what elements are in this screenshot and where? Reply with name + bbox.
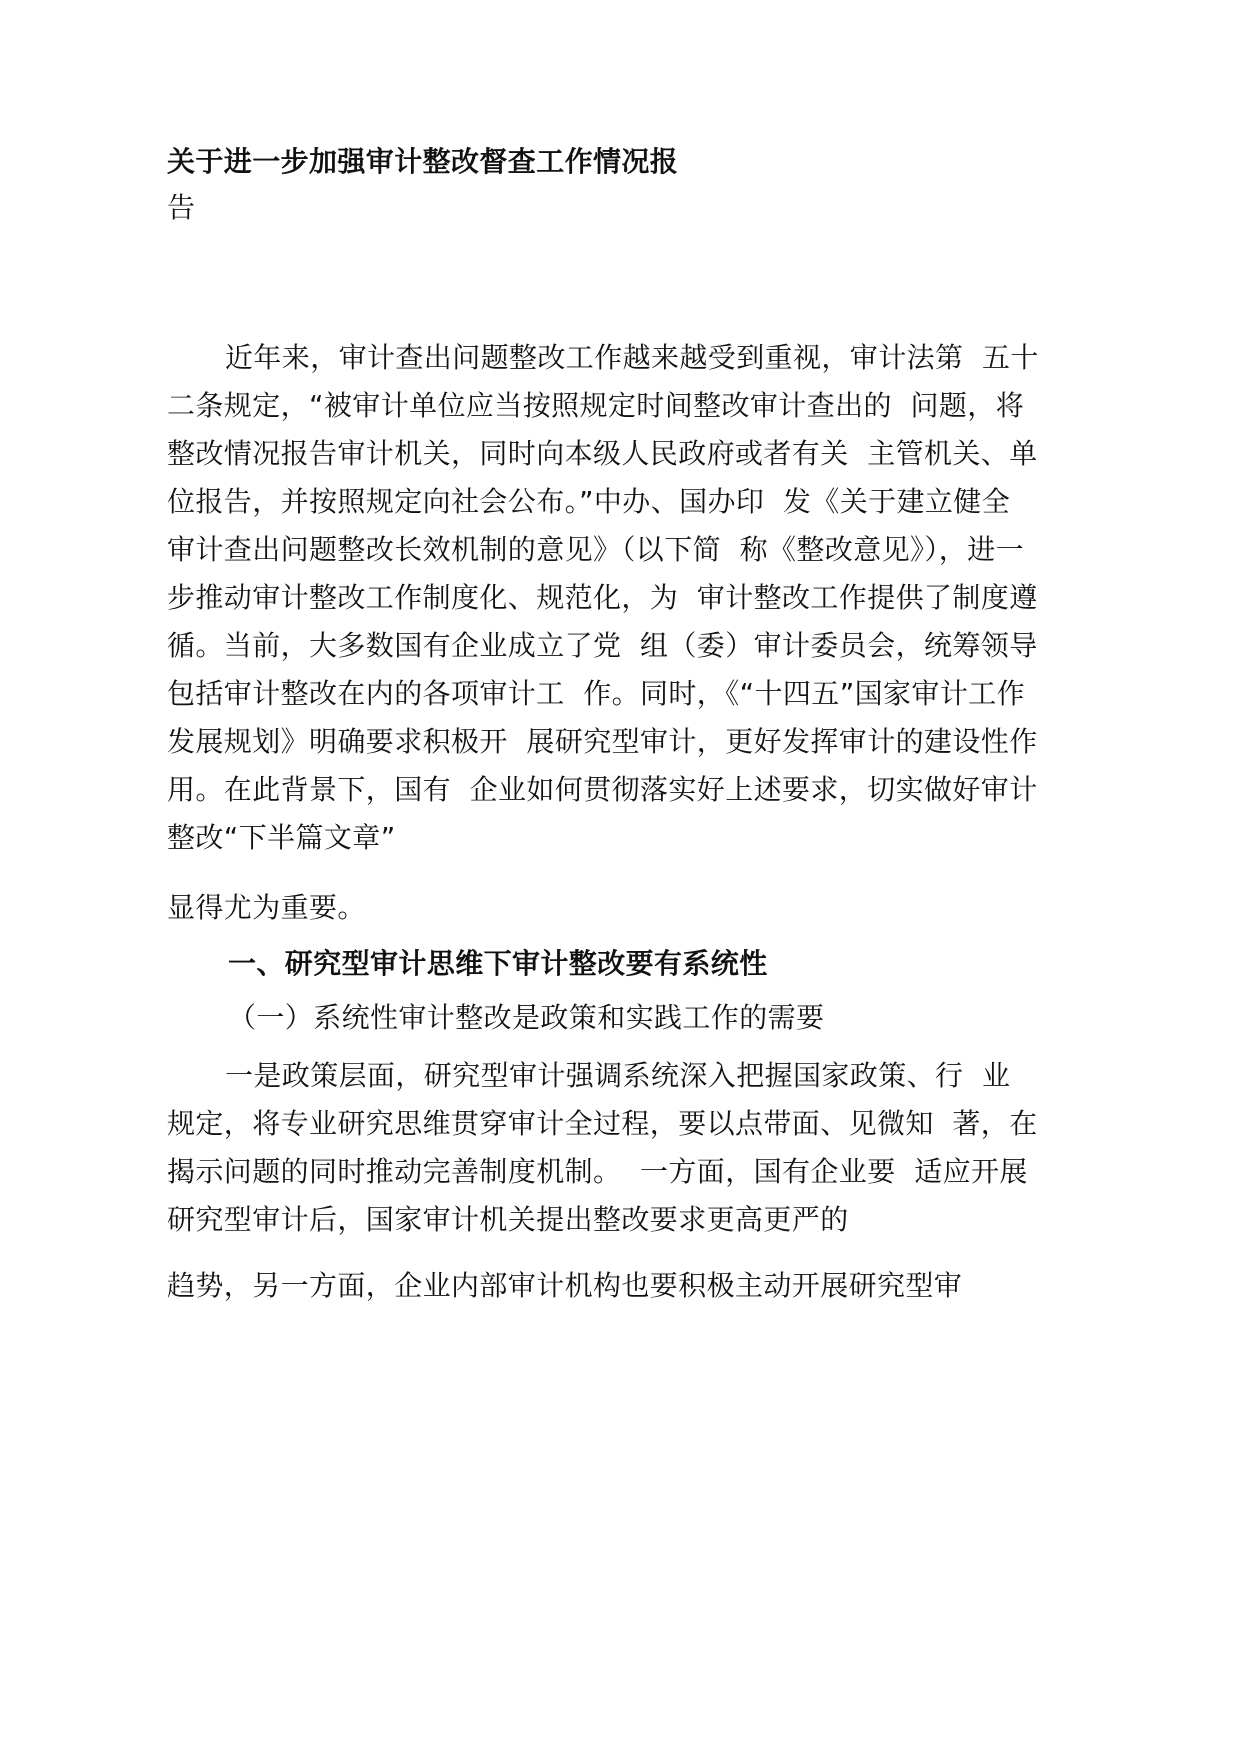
policy-line: 一是政策层面，研究型审计强调系统深入把握国家政策、行 业 [225, 1059, 1011, 1092]
intro-line: 近年来，审计查出问题整改工作越来越受到重视，审计法第 五十 [225, 341, 1039, 374]
intro-tail-line: 显得尤为重要。 [167, 891, 366, 924]
policy-tail-line: 趋势，另一方面，企业内部审计机构也要积极主动开展研究型审 [167, 1269, 963, 1302]
intro-line: 循。当前，大多数国有企业成立了党 组（委）审计委员会，统筹领导 [167, 629, 1038, 662]
document-title: 关于进一步加强审计整改督查工作情况报 [167, 145, 679, 178]
intro-line: 位报告，并按照规定向社会公布。”中办、国办印 发《关于建立健全 [167, 485, 1011, 518]
policy-line: 研究型审计后，国家审计机关提出整改要求更高更严的 [167, 1203, 849, 1236]
intro-line: 整改“下半篇文章” [167, 821, 396, 854]
intro-line: 整改情况报告审计机关，同时向本级人民政府或者有关 主管机关、单 [167, 437, 1038, 470]
policy-line: 揭示问题的同时推动完善制度机制。 一方面，国有企业要 适应开展 [167, 1155, 1028, 1188]
section-heading: 一、研究型审计思维下审计整改要有系统性 [228, 947, 768, 980]
intro-line: 步推动审计整改工作制度化、规范化，为 审计整改工作提供了制度遵 [167, 581, 1038, 614]
intro-line: 包括审计整改在内的各项审计工 作。同时，《“十四五”国家审计工作 [167, 677, 1026, 710]
intro-line: 用。在此背景下，国有 企业如何贯彻落实好上述要求，切实做好审计 [167, 773, 1038, 806]
document-title-continued: 告 [167, 191, 196, 224]
intro-line: 二条规定，“被审计单位应当按照规定时间整改审计查出的 问题，将 [167, 389, 1025, 422]
subsection-heading: （一）系统性审计整改是政策和实践工作的需要 [228, 1001, 825, 1034]
policy-line: 规定，将专业研究思维贯穿审计全过程，要以点带面、见微知 著，在 [167, 1107, 1038, 1140]
intro-line: 发展规划》明确要求积极开 展研究型审计，更好发挥审计的建设性作 [167, 725, 1038, 758]
intro-line: 审计查出问题整改长效机制的意见》（以下简 称《整改意见》），进一 [167, 533, 1025, 566]
